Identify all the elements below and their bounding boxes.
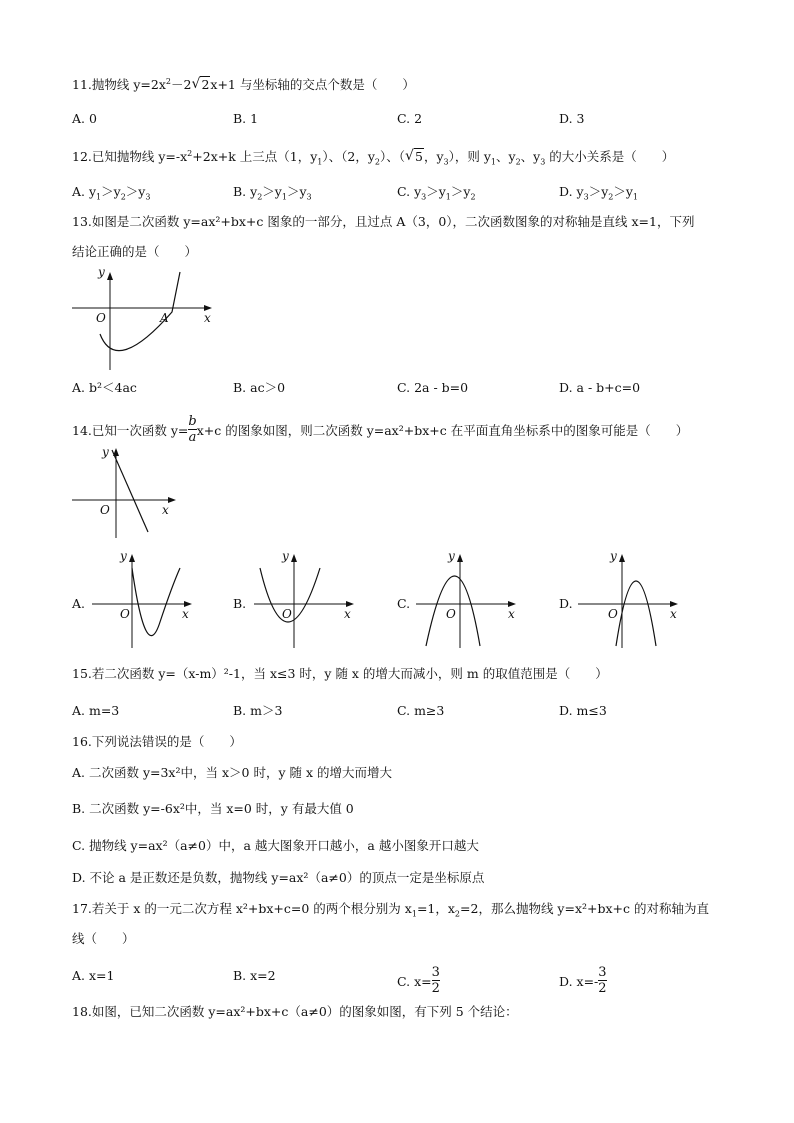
q13-option-d[interactable]: D. a - b+c=0	[559, 380, 641, 395]
q17-sub1: 1	[411, 909, 417, 919]
y-label: y	[448, 549, 455, 563]
q12-text-d: ）、（	[379, 149, 405, 165]
q11-text-a: 11.抛物线 y=2x	[72, 77, 166, 93]
q16-option-b[interactable]: B. 二次函数 y=-6x²中，当 x=0 时，y 有最大值 0	[72, 801, 354, 816]
q12-stem	[72, 145, 674, 172]
q17-stem-line2: 线（ ）	[72, 931, 135, 946]
opt-text: C. x=	[397, 974, 432, 989]
q11-sup: 2	[165, 77, 171, 86]
opt-sub: 1	[632, 192, 638, 202]
q12-option-c[interactable]	[397, 183, 476, 207]
opt-text: ＞y	[286, 184, 307, 199]
opt-sub: 2	[257, 192, 263, 202]
q15-option-c[interactable]: C. m≥3	[397, 703, 445, 718]
q16-option-d[interactable]: D. 不论 a 是正数还是负数，抛物线 y=ax²（a≠0）的顶点一定是坐标原点	[72, 870, 485, 885]
opt-text: ＞y	[426, 184, 446, 199]
q18-stem: 18.如图，已知二次函数 y=ax²+bx+c（a≠0）的图象如图，有下列 5 个结论：	[72, 1004, 518, 1019]
y-axis-arrow	[129, 554, 135, 562]
q11-option-a[interactable]: A. 0	[72, 111, 97, 126]
q14-option-c-graph[interactable]	[412, 546, 522, 650]
opt-sub: 2	[120, 192, 126, 202]
q17-option-a[interactable]: A. x=1	[72, 968, 115, 983]
line-graph	[112, 450, 148, 532]
opt-text: C. y	[397, 184, 422, 199]
q12-option-d[interactable]	[559, 183, 638, 207]
q13-option-a[interactable]: A. b²＜4ac	[72, 380, 137, 395]
frac-denominator: 2	[598, 981, 607, 996]
q14-text-b: x+c 的图象如图，则二次函数 y=ax²+bx+c 在平面直角坐标系中的图象可能是（ ）	[196, 423, 689, 438]
q17-text-a: 17.若关于 x 的一元二次方程 x²+bx+c=0 的两个根分别为 x	[72, 901, 412, 916]
sqrt-symbol: √ 2	[191, 76, 210, 93]
q14-option-b-graph[interactable]	[250, 546, 360, 650]
q13-option-c[interactable]: C. 2a - b=0	[397, 380, 469, 395]
q17-sub2: 2	[454, 909, 461, 919]
x-label: x	[508, 607, 515, 621]
q12-sub6: 3	[540, 157, 546, 167]
opt-sub: 3	[421, 192, 427, 202]
frac-numerator: b	[188, 414, 197, 429]
q12-text-e: ，y	[423, 149, 444, 165]
frac-numerator: 3	[431, 965, 440, 980]
q13-parabola-figure	[68, 264, 218, 374]
q15-option-d[interactable]: D. m≤3	[559, 703, 607, 718]
x-label: x	[182, 607, 189, 621]
fraction-3-over-2	[432, 965, 440, 996]
frac-denominator: 2	[431, 981, 440, 996]
opt-sub: 1	[96, 192, 102, 202]
q12-text-i: 的大小关系是（ ）	[545, 149, 675, 165]
y-label: y	[282, 549, 289, 563]
q17-option-d[interactable]	[559, 967, 607, 998]
fraction-b-over-a	[188, 414, 196, 445]
q12-option-a[interactable]	[72, 183, 150, 207]
opt-text: ＞y	[613, 184, 633, 199]
q15-option-a[interactable]: A. m=3	[72, 703, 120, 718]
q17-stem	[72, 900, 709, 924]
origin-label: O	[96, 311, 106, 325]
q12-text-h: 、y	[520, 149, 541, 165]
q14-linear-figure	[68, 440, 188, 540]
fraction-3-over-2	[598, 965, 606, 996]
q16-stem: 16.下列说法错误的是（ ）	[72, 734, 242, 749]
point-a-label: A	[160, 311, 169, 325]
x-label: x	[204, 311, 211, 325]
q14-option-d-label[interactable]: D.	[559, 596, 573, 611]
x-axis-arrow	[168, 497, 176, 503]
y-label: y	[610, 549, 617, 563]
origin-label: O	[608, 607, 618, 621]
origin-label: O	[100, 503, 110, 517]
parabola-curve	[132, 568, 180, 636]
opt-sub: 3	[145, 192, 151, 202]
y-axis-arrow	[457, 554, 463, 562]
q12-text-f: ），则 y	[448, 149, 491, 165]
q12-text-a: 12.已知抛物线 y=-x	[72, 149, 188, 165]
q15-stem: 15.若二次函数 y=（x-m）²-1，当 x≤3 时，y 随 x 的增大而减小，则 m 的取值范围是（ ）	[72, 666, 608, 681]
q17-text-c: =2，那么抛物线 y=x²+bx+c 的对称轴为直	[460, 901, 709, 916]
q14-option-c-label[interactable]: C.	[397, 596, 411, 611]
q11-radicand: 2	[201, 77, 210, 93]
y-axis-arrow	[619, 554, 625, 562]
origin-label: O	[120, 607, 130, 621]
q13-stem-line2: 结论正确的是（ ）	[72, 244, 198, 259]
q16-option-c[interactable]: C. 抛物线 y=ax²（a≠0）中，a 越大图象开口越小，a 越小图象开口越大	[72, 838, 479, 853]
q14-option-a-label[interactable]: A.	[72, 596, 86, 611]
q12-sub2: 2	[374, 157, 380, 167]
q14-option-a-graph[interactable]	[88, 546, 198, 650]
opt-text: D. y	[559, 184, 584, 199]
frac-denominator: a	[188, 430, 197, 445]
q12-sub5: 2	[515, 157, 521, 167]
x-label: x	[162, 503, 169, 517]
opt-sub: 1	[445, 192, 451, 202]
y-label: y	[120, 549, 127, 563]
x-label: x	[344, 607, 351, 621]
q15-option-b[interactable]: B. m＞3	[233, 703, 283, 718]
q12-text-b: +2x+k 上三点（1，y	[192, 149, 318, 165]
y-axis-arrow	[291, 554, 297, 562]
opt-sub: 2	[608, 192, 614, 202]
opt-sub: 3	[583, 192, 589, 202]
q11-text-c: x+1 与坐标轴的交点个数是（ ）	[210, 77, 415, 93]
q11-option-b[interactable]: B. 1	[233, 111, 259, 126]
opt-text: A. y	[72, 184, 97, 199]
y-label: y	[102, 445, 109, 459]
q12-sub3: 3	[443, 157, 449, 167]
q12-text-c: ）、（2，y	[322, 149, 375, 165]
q11-option-c[interactable]: C. 2	[397, 111, 423, 126]
q17-option-c[interactable]	[397, 967, 440, 998]
q11-option-d[interactable]: D. 3	[559, 111, 585, 126]
q11-stem	[72, 73, 415, 94]
opt-text: B. y	[233, 184, 258, 199]
q12-sub4: 1	[490, 157, 496, 167]
opt-sub: 3	[306, 192, 312, 202]
q16-option-a[interactable]: A. 二次函数 y=3x²中，当 x＞0 时，y 随 x 的增大而增大	[72, 765, 392, 780]
opt-text: ＞y	[125, 184, 146, 199]
opt-sub: 1	[281, 192, 287, 202]
x-label: x	[670, 607, 677, 621]
origin-label: O	[282, 607, 292, 621]
sqrt-symbol: √ 5	[405, 148, 423, 165]
q12-sub1: 1	[317, 157, 323, 167]
q17-option-b[interactable]: B. x=2	[233, 968, 276, 983]
q11-text-b: －2	[170, 77, 192, 93]
q14-text-a: 14.已知一次函数 y=	[72, 423, 189, 438]
q12-radicand: 5	[415, 149, 423, 165]
y-axis-arrow	[107, 272, 113, 280]
q17-text-b: =1，x	[416, 901, 455, 916]
q13-stem-line1: 13.如图是二次函数 y=ax²+bx+c 图象的一部分，且过点 A（3，0），二次函数图象的对称轴是直线 x=1，下列	[72, 214, 695, 229]
origin-label: O	[446, 607, 456, 621]
opt-text: D. x=-	[559, 974, 599, 989]
opt-sub: 2	[470, 192, 476, 202]
opt-text: ＞y	[588, 184, 609, 199]
q12-sup: 2	[187, 149, 193, 158]
frac-numerator: 3	[598, 965, 607, 980]
q14-option-d-graph[interactable]	[574, 546, 684, 650]
opt-text: ＞y	[101, 184, 121, 199]
q14-option-b-label[interactable]: B.	[233, 596, 247, 611]
opt-text: ＞y	[262, 184, 282, 199]
y-label: y	[98, 265, 105, 279]
q13-option-b[interactable]: B. ac＞0	[233, 380, 286, 395]
q12-option-b[interactable]	[233, 183, 312, 207]
q12-text-g: 、y	[496, 149, 516, 165]
opt-text: ＞y	[450, 184, 471, 199]
